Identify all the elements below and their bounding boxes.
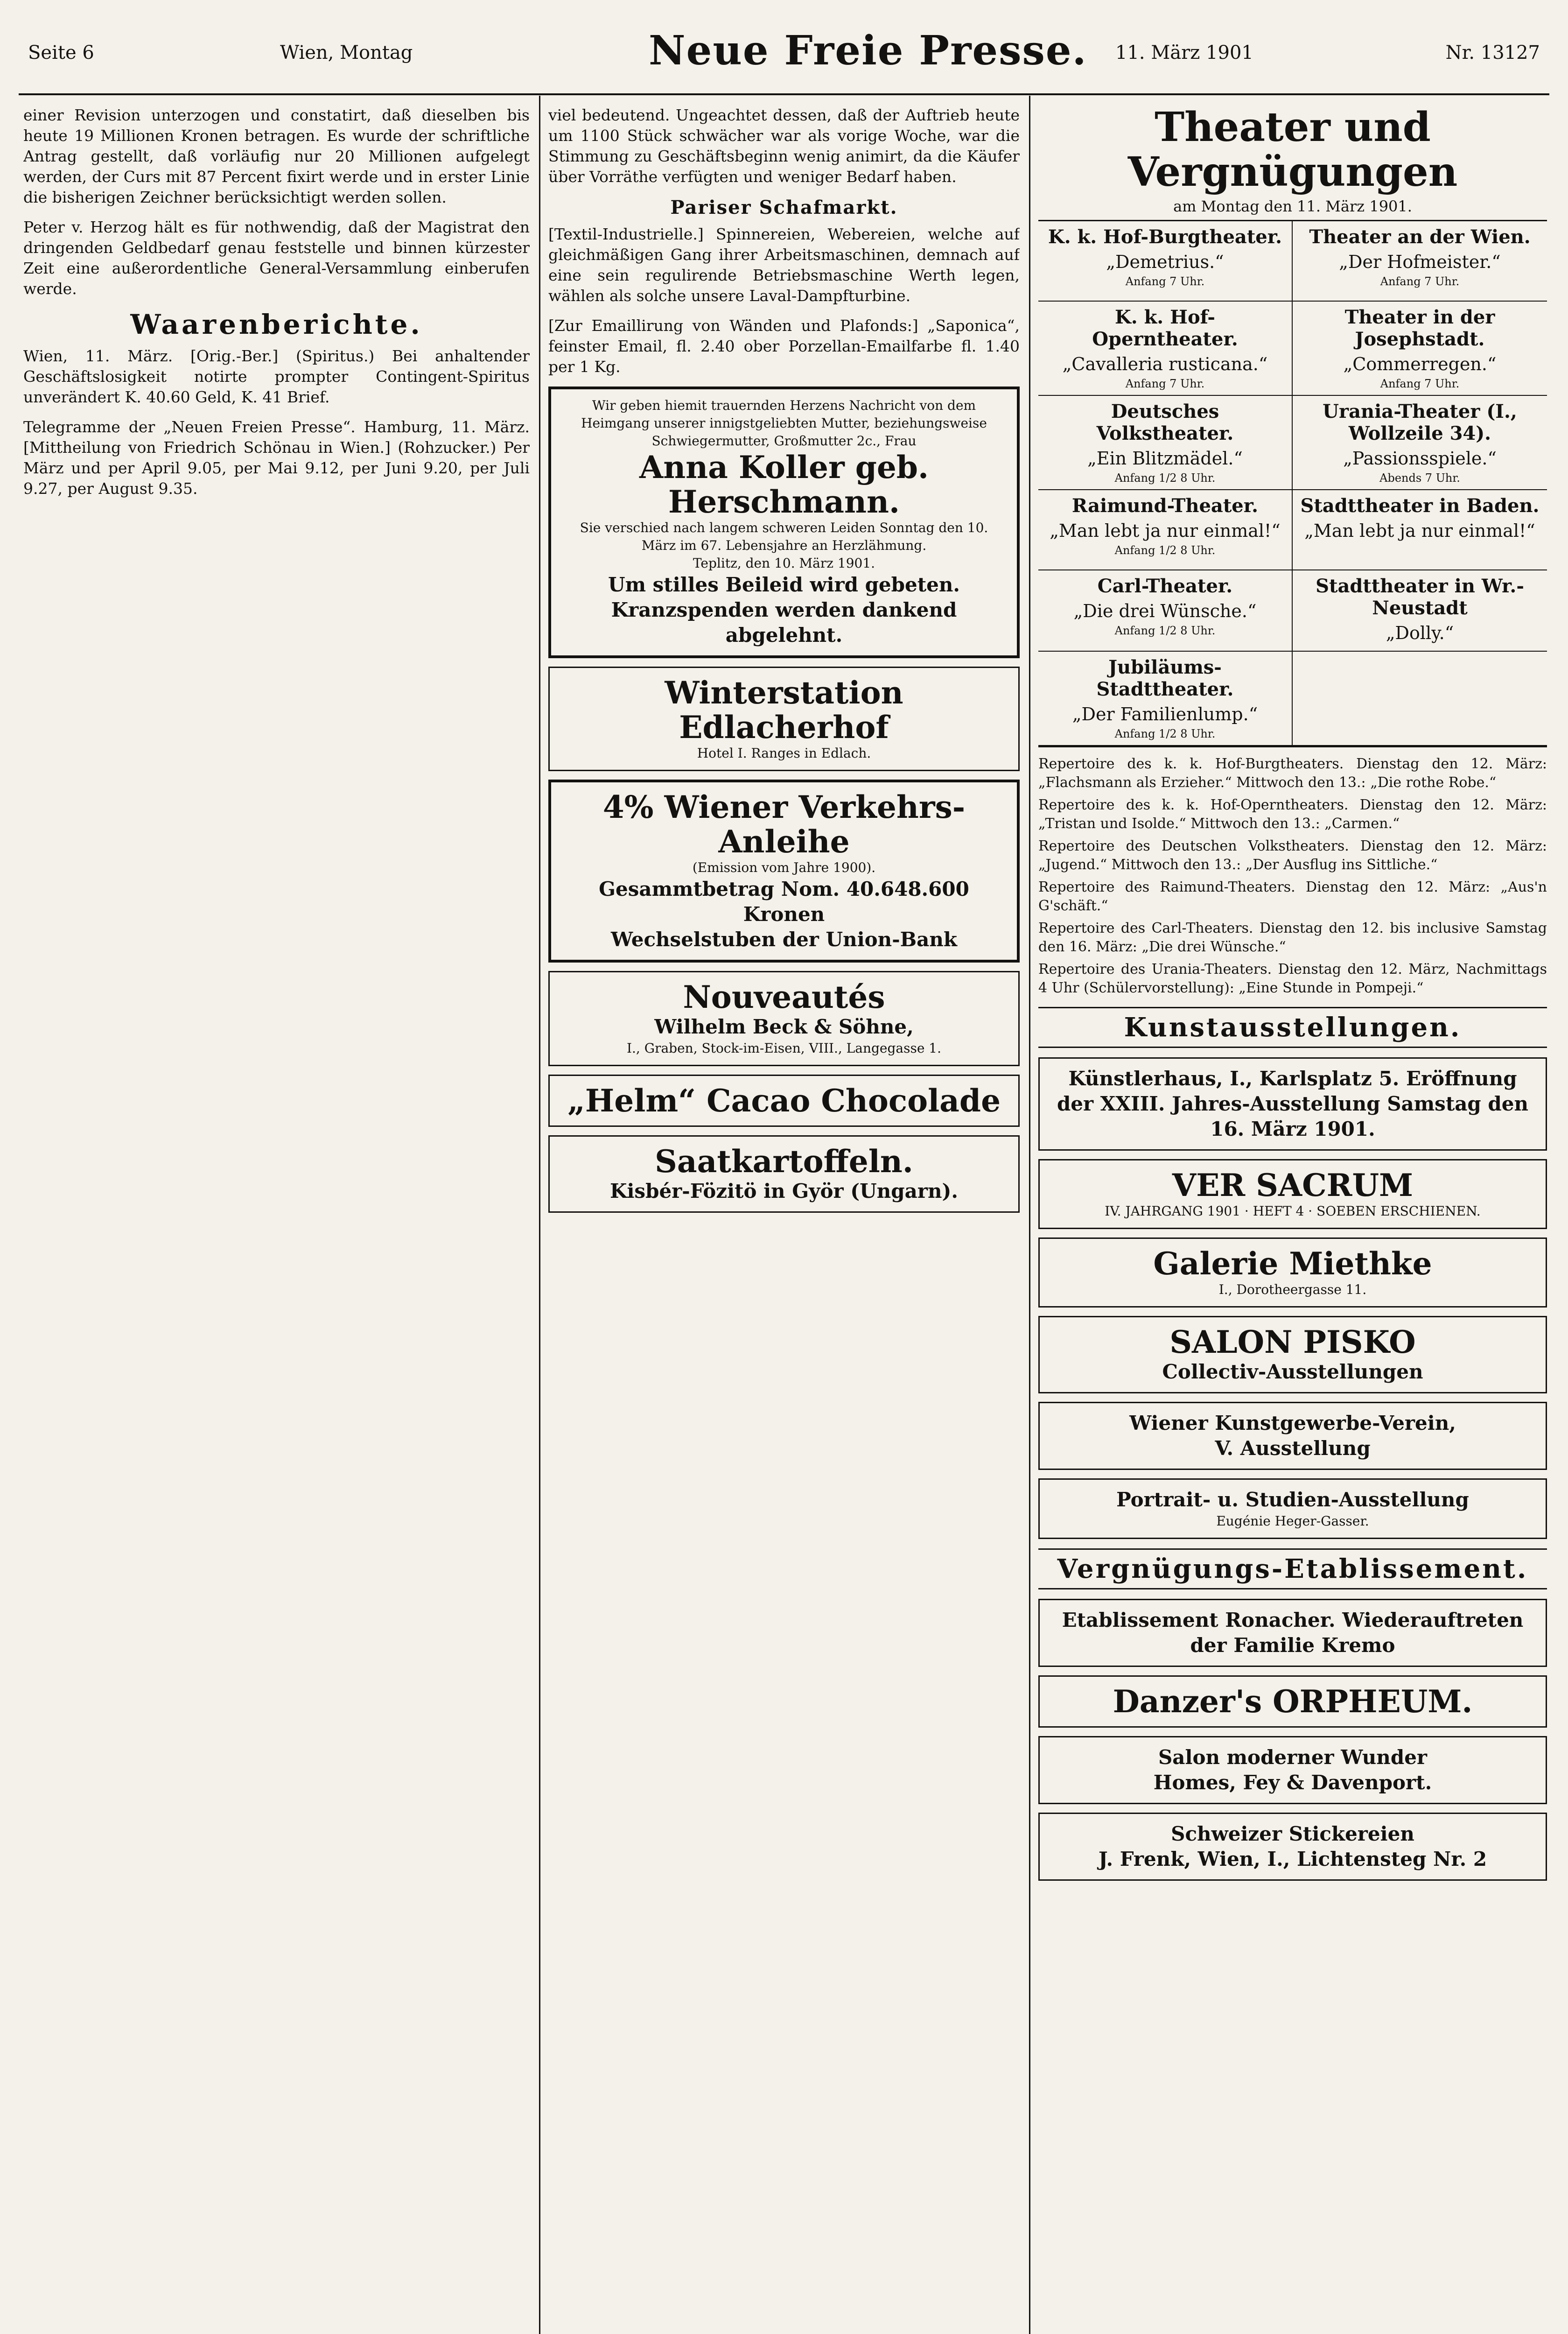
- play-title: „Commerregen.“: [1343, 354, 1497, 374]
- ad-title: Danzer's ORPHEUM.: [1113, 1683, 1473, 1720]
- ad-text: Hotel I. Ranges in Edlach.: [697, 745, 871, 761]
- theatre-grid: [1038, 220, 1547, 747]
- article-paragraph: Peter v. Herzog hält es für nothwendig, daß der Magistrat den dringenden Geldbedarf genau feststelle und binnen kürzester Zeit eine außerordentliche General-Versammlung einberufen werde.: [23, 218, 530, 298]
- section-heading: Pariser Schafmarkt.: [670, 197, 898, 218]
- start-time: Anfang 7 Uhr.: [1380, 275, 1460, 288]
- ad-amount: Gesammtbetrag Nom. 40.648.600 Kronen: [599, 878, 969, 926]
- play-title: „Demetrius.“: [1106, 252, 1224, 272]
- obituary-intro: Wir geben hiemit trauernden Herzens Nachricht von dem Heimgang unserer innigstgeliebten Mutter, beziehungsweise Schwiegermutter, Großmutter 2c., Frau: [581, 398, 987, 449]
- issue-number: Nr. 13127: [1445, 42, 1540, 63]
- obituary-text: Sie verschied nach langem schweren Leiden Sonntag den 10. März im 67. Lebensjahre an Herzlähmung.: [580, 520, 988, 553]
- ad-subtitle: Collectiv-Ausstellungen: [1162, 1360, 1423, 1383]
- play-title: „Cavalleria rusticana.“: [1062, 354, 1268, 374]
- theatre-listing: [1038, 221, 1293, 302]
- section-heading: Vergnügungs-Etablissement.: [1038, 1548, 1547, 1589]
- newspaper-page: [19, 14, 1549, 2334]
- ad-artist: Eugénie Heger-Gasser.: [1216, 1513, 1369, 1529]
- ad-danzer-orpheum: [1038, 1675, 1547, 1728]
- play-title: „Die drei Wünsche.“: [1073, 601, 1257, 621]
- ad-ver-sacrum: [1038, 1159, 1547, 1229]
- theatre-name: Stadttheater in Baden.: [1300, 495, 1540, 517]
- ad-title: „Helm“ Cacao Chocolade: [567, 1083, 1001, 1119]
- ad-schweizer-stickereien: [1038, 1813, 1547, 1881]
- ad-ronacher: [1038, 1599, 1547, 1667]
- article-paragraph: [Textil-Industrielle.] Spinnereien, Webereien, welche auf gleichmäßigen Gang ihrer Arbeitsmaschinen, demnach auf eine sein regulirende Betriebsmaschine Werth legen, wählen als solche unsere Laval-Dampfturbine.: [548, 225, 1020, 305]
- ad-address: J. Frenk, Wien, I., Lichtensteg Nr. 2: [1098, 1848, 1487, 1870]
- article-paragraph: einer Revision unterzogen und constatirt, daß dieselben bis heute 19 Millionen Kronen betragen. Es wurde der schriftliche Antrag gestellt, daß vorläufig nur 20 Millionen aufgelegt werden, der Curs mit 87 Percent fixirt werde und in erster Linie die bisherigen Zeichner berücksichtigt werden sollen.: [23, 106, 530, 206]
- ad-loan: [548, 780, 1020, 963]
- start-time: Anfang 7 Uhr.: [1125, 377, 1205, 390]
- theatre-name: Jubiläums-Stadttheater.: [1096, 656, 1234, 700]
- play-title: „Der Hofmeister.“: [1339, 252, 1501, 272]
- theatre-listing: [1038, 302, 1293, 396]
- repertoire-entry: Repertoire des k. k. Hof-Operntheaters. Dienstag den 12. März: „Tristan und Isolde.“ Mittwoch den 13.: „Carmen.“: [1038, 797, 1547, 832]
- obituary-notice: [548, 387, 1020, 658]
- ad-subtitle: (Emission vom Jahre 1900).: [692, 860, 876, 875]
- ad-address: I., Graben, Stock-im-Eisen, VIII., Langegasse 1.: [626, 1040, 942, 1056]
- theatre-listing: [1293, 652, 1547, 746]
- ad-title: Galerie Miethke: [1153, 1245, 1432, 1282]
- column-3: [1038, 105, 1547, 2334]
- masthead: [19, 14, 1549, 95]
- theatre-name: Theater in der Josephstadt.: [1344, 306, 1495, 350]
- ad-title: Etablissement Ronacher. Wiederauftreten der Familie Kremo: [1062, 1609, 1524, 1657]
- page-number: Seite 6: [28, 42, 94, 63]
- article-paragraph: [Zur Emaillirung von Wänden und Plafonds:] „Saponica“, feinster Email, fl. 2.40 ober Porzellan-Emailfarbe fl. 1.40 per 1 Kg.: [548, 316, 1020, 376]
- play-title: „Ein Blitzmädel.“: [1087, 448, 1243, 469]
- ad-kunstgewerbe-verein: [1038, 1402, 1547, 1470]
- start-time: Anfang 7 Uhr.: [1125, 275, 1205, 288]
- obituary-place: Teplitz, den 10. März 1901.: [693, 555, 875, 571]
- ad-saatkartoffeln: [548, 1135, 1020, 1213]
- column-rule: [539, 96, 540, 2334]
- theatre-name: Stadttheater in Wr.-Neustadt: [1316, 575, 1524, 619]
- start-time: Abends 7 Uhr.: [1379, 471, 1460, 485]
- repertoire-entry: Repertoire des k. k. Hof-Burgtheaters. Dienstag den 12. März: „Flachsmann als Erzieher.“ Mittwoch den 13.: „Die rothe Robe.“: [1038, 756, 1547, 791]
- repertoire-entry: Repertoire des Raimund-Theaters. Dienstag den 12. März: „Aus'n G'schäft.“: [1038, 879, 1547, 914]
- repertoire-entry: Repertoire des Deutschen Volkstheaters. Dienstag den 12. März: „Jugend.“ Mittwoch den 13.: „Der Ausflug ins Sittliche.“: [1038, 838, 1547, 873]
- ad-salon-pisko: [1038, 1316, 1547, 1393]
- repertoire-entry: Repertoire des Carl-Theaters. Dienstag den 12. bis inclusive Samstag den 16. März: „Die drei Wünsche.“: [1038, 920, 1547, 955]
- ad-subtitle: IV. JAHRGANG 1901 · HEFT 4 · SOEBEN ERSCHIENEN.: [1105, 1203, 1481, 1219]
- theatre-name: K. k. Hof-Burgtheater.: [1048, 226, 1282, 248]
- theatre-listing: [1293, 221, 1547, 302]
- start-time: Anfang 7 Uhr.: [1380, 377, 1460, 390]
- theatre-listing: [1038, 396, 1293, 490]
- article-paragraph: Telegramme der „Neuen Freien Presse“. Hamburg, 11. März. [Mittheilung von Friedrich Schönau in Wien.] (Rohzucker.) Per März und per April 9.05, per Mai 9.12, per Juni 9.20, per Juli 9.27, per August 9.35.: [23, 418, 530, 498]
- play-title: „Dolly.“: [1386, 623, 1454, 643]
- play-title: „Man lebt ja nur einmal!“: [1050, 520, 1281, 541]
- ad-bank: Wechselstuben der Union-Bank: [610, 928, 957, 951]
- start-time: Anfang 1/2 8 Uhr.: [1114, 544, 1216, 557]
- ad-title: Künstlerhaus, I., Karlsplatz 5. Eröffnung der XXIII. Jahres-Ausstellung Samstag den 16. März 1901.: [1057, 1067, 1529, 1140]
- ad-salon-moderner-wunder: [1038, 1736, 1547, 1804]
- ad-firm: Wilhelm Beck & Söhne,: [654, 1015, 914, 1038]
- newspaper-title: Neue Freie Presse.: [649, 27, 1087, 74]
- ad-subtitle: Homes, Fey & Davenport.: [1153, 1771, 1432, 1794]
- start-time: Anfang 1/2 8 Uhr.: [1114, 471, 1216, 485]
- ad-nouveautes: [548, 971, 1020, 1066]
- ad-title: Portrait- u. Studien-Ausstellung: [1116, 1488, 1469, 1511]
- theatre-name: K. k. Hof-Operntheater.: [1092, 306, 1238, 350]
- theatre-name: Theater an der Wien.: [1309, 226, 1531, 248]
- theatre-listing: [1293, 396, 1547, 490]
- theatre-listing: [1293, 302, 1547, 396]
- theatre-section-title: Theater und Vergnügungen: [1127, 105, 1458, 196]
- ad-title: SALON PISKO: [1169, 1324, 1416, 1360]
- start-time: Anfang 1/2 8 Uhr.: [1114, 727, 1216, 740]
- obituary-flowers: Kranzspenden werden dankend abgelehnt.: [611, 598, 957, 647]
- place-day: Wien, Montag: [280, 42, 413, 63]
- play-title: „Der Familienlump.“: [1072, 704, 1258, 724]
- ad-title: VER SACRUM: [1172, 1167, 1414, 1203]
- ad-subtitle: V. Ausstellung: [1215, 1437, 1371, 1460]
- ad-firm: Kisbér-Fözitö in Györ (Ungarn).: [609, 1180, 959, 1202]
- ad-portrait-ausstellung: [1038, 1478, 1547, 1539]
- ad-title: Wiener Kunstgewerbe-Verein,: [1129, 1412, 1456, 1434]
- ad-title: Winterstation Edlacherhof: [665, 675, 903, 745]
- ad-title: 4% Wiener Verkehrs-Anleihe: [602, 789, 966, 860]
- column-rule: [1029, 96, 1030, 2334]
- start-time: Anfang 1/2 8 Uhr.: [1114, 624, 1216, 637]
- theatre-name: Urania-Theater (I., Wollzeile 34).: [1323, 401, 1517, 444]
- play-title: „Man lebt ja nur einmal!“: [1304, 520, 1535, 541]
- ad-kuenstlerhaus: [1038, 1057, 1547, 1151]
- theatre-listing: [1293, 490, 1547, 570]
- ad-galerie-miethke: [1038, 1237, 1547, 1308]
- ad-title: Saatkartoffeln.: [655, 1143, 913, 1180]
- theatre-name: Carl-Theater.: [1097, 575, 1233, 597]
- theatre-name: Deutsches Volkstheater.: [1096, 401, 1234, 444]
- article-paragraph: Wien, 11. März. [Orig.-Ber.] (Spiritus.) Bei anhaltender Geschäftslosigkeit notirte prompter Contingent-Spiritus unverändert K. 40.60 Geld, K. 41 Brief.: [23, 347, 530, 406]
- section-heading: Waarenberichte.: [130, 309, 423, 340]
- theatre-listing: [1038, 490, 1293, 570]
- theatre-section-date: am Montag den 11. März 1901.: [1173, 197, 1412, 215]
- ad-winterstation: [548, 667, 1020, 771]
- column-1: [23, 105, 530, 2334]
- article-paragraph: viel bedeutend. Ungeachtet dessen, daß der Auftrieb heute um 1100 Stück schwächer war als vorige Woche, war die Stimmung zu Geschäftsbeginn wenig animirt, da die Käufer über Vorräthe verfügten und weniger Bedarf haben.: [548, 106, 1020, 186]
- theatre-listing: [1038, 570, 1293, 652]
- ad-address: I., Dorotheergasse 11.: [1218, 1282, 1367, 1297]
- play-title: „Passionsspiele.“: [1343, 448, 1497, 469]
- theatre-name: Raimund-Theater.: [1071, 495, 1259, 517]
- issue-date: 11. März 1901: [1115, 42, 1253, 63]
- ad-title: Nouveautés: [683, 979, 885, 1015]
- repertoire-list: [1038, 755, 1547, 998]
- section-heading: Kunstausstellungen.: [1038, 1007, 1547, 1048]
- repertoire-entry: Repertoire des Urania-Theaters. Dienstag den 12. März, Nachmittags 4 Uhr (Schülervorstellung): „Eine Stunde in Pompeji.“: [1038, 961, 1547, 996]
- theatre-listing: [1038, 652, 1293, 746]
- obituary-closing: Um stilles Beileid wird gebeten.: [608, 573, 960, 596]
- ad-cacao: [548, 1075, 1020, 1127]
- ad-title: Schweizer Stickereien: [1171, 1822, 1414, 1845]
- ad-title: Salon moderner Wunder: [1158, 1746, 1428, 1769]
- obituary-name: Anna Koller geb. Herschmann.: [639, 449, 929, 520]
- column-2: [548, 105, 1020, 2334]
- theatre-listing: [1293, 570, 1547, 652]
